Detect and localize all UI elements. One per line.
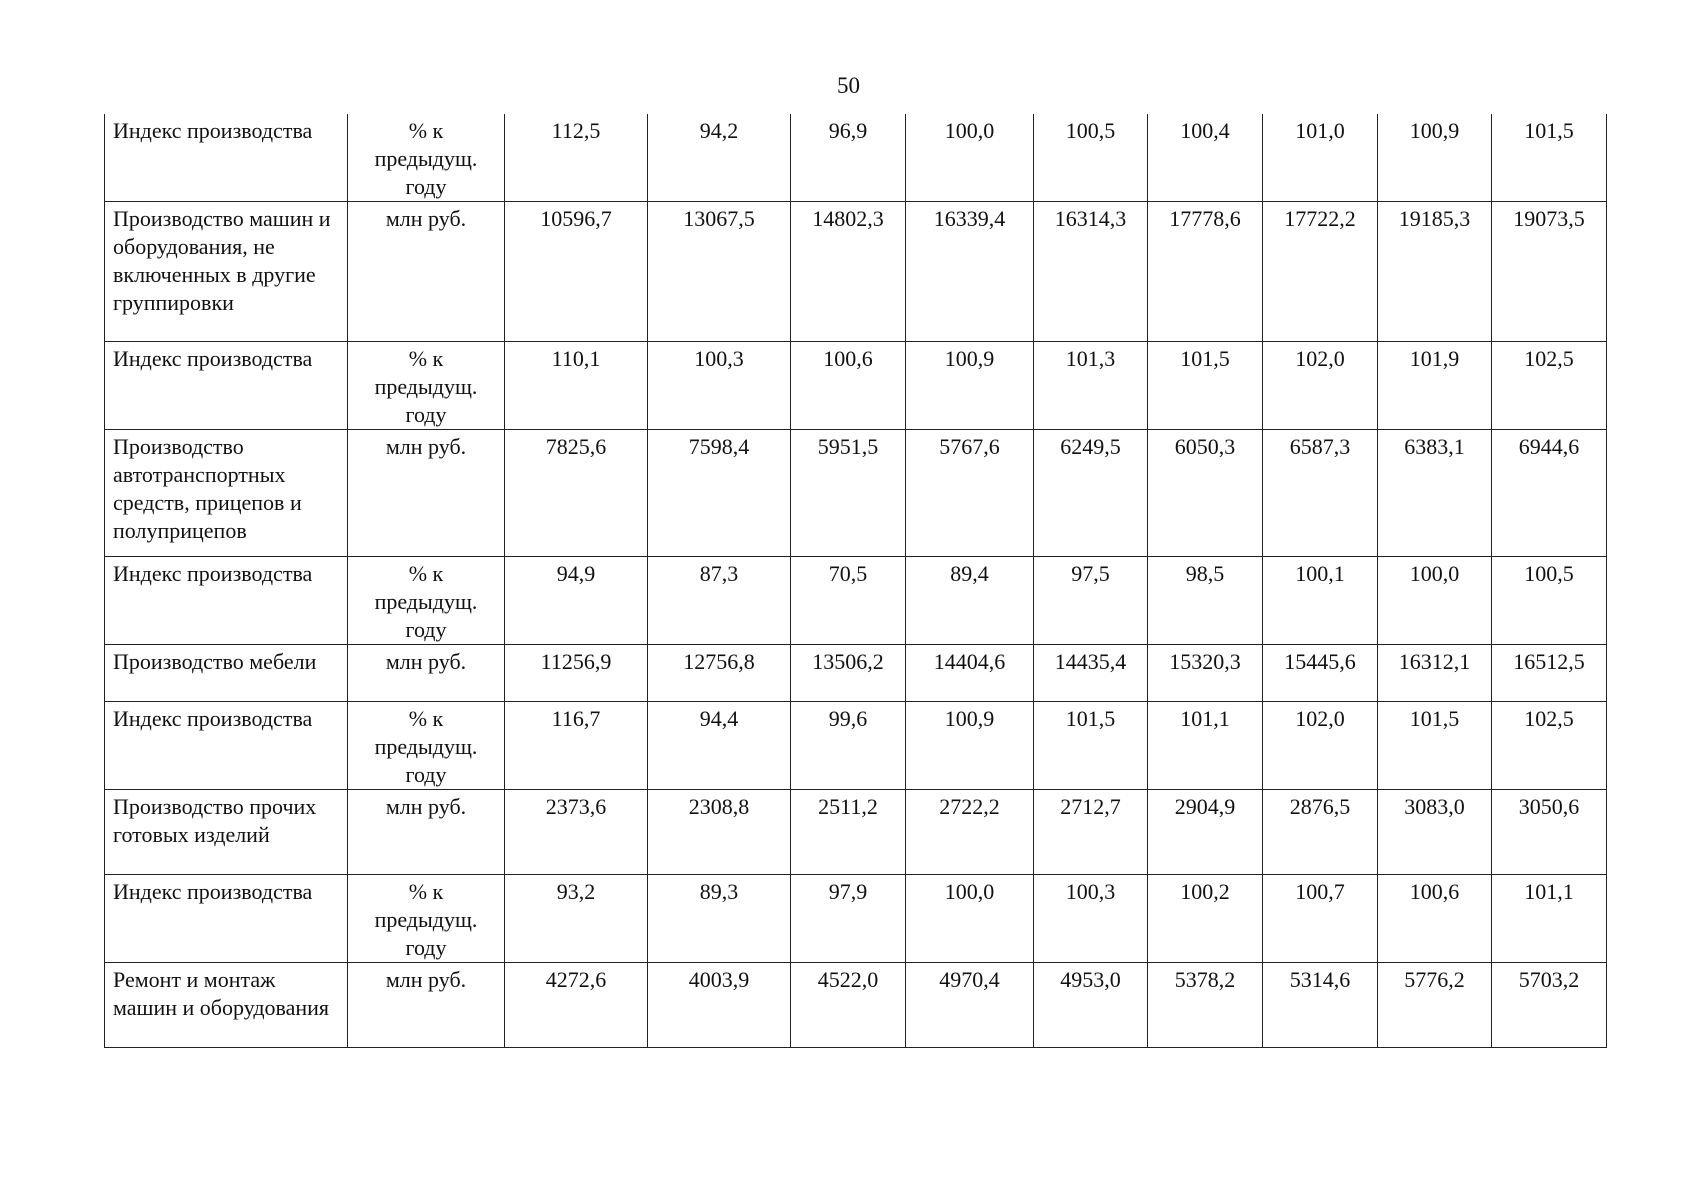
value-cell: 70,5 <box>791 557 906 645</box>
value-cell: 99,6 <box>791 702 906 790</box>
value-cell: 6050,3 <box>1148 430 1263 557</box>
value-cell: 101,1 <box>1492 875 1607 963</box>
table-row <box>105 963 1607 1048</box>
unit-cell: % к предыдущ. году <box>348 114 505 202</box>
page-number: 50 <box>837 73 860 98</box>
value-cell: 89,4 <box>906 557 1034 645</box>
value-cell: 112,5 <box>505 114 648 202</box>
value-cell: 2876,5 <box>1263 790 1378 875</box>
value-cell: 100,9 <box>906 342 1034 430</box>
unit-cell: млн руб. <box>348 790 505 875</box>
value-cell: 94,4 <box>648 702 791 790</box>
value-cell: 2511,2 <box>791 790 906 875</box>
value-cell: 4272,6 <box>505 963 648 1048</box>
value-cell: 100,2 <box>1148 875 1263 963</box>
data-table <box>104 114 1607 1048</box>
value-cell: 5767,6 <box>906 430 1034 557</box>
unit-cell: % к предыдущ. году <box>348 342 505 430</box>
unit-cell: млн руб. <box>348 963 505 1048</box>
indicator-name-cell: Производство мебели <box>105 645 348 702</box>
value-cell: 3050,6 <box>1492 790 1607 875</box>
value-cell: 17722,2 <box>1263 202 1378 342</box>
value-cell: 2722,2 <box>906 790 1034 875</box>
value-cell: 16512,5 <box>1492 645 1607 702</box>
value-cell: 5378,2 <box>1148 963 1263 1048</box>
value-cell: 100,6 <box>1378 875 1492 963</box>
value-cell: 7598,4 <box>648 430 791 557</box>
value-cell: 100,0 <box>906 114 1034 202</box>
value-cell: 6383,1 <box>1378 430 1492 557</box>
value-cell: 13067,5 <box>648 202 791 342</box>
value-cell: 16312,1 <box>1378 645 1492 702</box>
value-cell: 2373,6 <box>505 790 648 875</box>
indicator-name-cell: Индекс производства <box>105 875 348 963</box>
value-cell: 101,0 <box>1263 114 1378 202</box>
value-cell: 4003,9 <box>648 963 791 1048</box>
value-cell: 94,9 <box>505 557 648 645</box>
value-cell: 101,5 <box>1378 702 1492 790</box>
value-cell: 5314,6 <box>1263 963 1378 1048</box>
value-cell: 102,5 <box>1492 342 1607 430</box>
value-cell: 19073,5 <box>1492 202 1607 342</box>
table-body <box>105 114 1607 1048</box>
value-cell: 2904,9 <box>1148 790 1263 875</box>
value-cell: 100,3 <box>648 342 791 430</box>
unit-cell: млн руб. <box>348 430 505 557</box>
table-row <box>105 875 1607 963</box>
value-cell: 101,5 <box>1148 342 1263 430</box>
value-cell: 101,9 <box>1378 342 1492 430</box>
value-cell: 15445,6 <box>1263 645 1378 702</box>
value-cell: 2712,7 <box>1034 790 1148 875</box>
value-cell: 101,5 <box>1492 114 1607 202</box>
table-row <box>105 114 1607 202</box>
value-cell: 15320,3 <box>1148 645 1263 702</box>
value-cell: 17778,6 <box>1148 202 1263 342</box>
value-cell: 101,1 <box>1148 702 1263 790</box>
value-cell: 5703,2 <box>1492 963 1607 1048</box>
value-cell: 100,1 <box>1263 557 1378 645</box>
table-row <box>105 342 1607 430</box>
value-cell: 100,4 <box>1148 114 1263 202</box>
unit-cell: млн руб. <box>348 202 505 342</box>
value-cell: 102,0 <box>1263 342 1378 430</box>
table-row <box>105 202 1607 342</box>
value-cell: 93,2 <box>505 875 648 963</box>
indicator-name-cell: Ремонт и монтаж машин и оборудования <box>105 963 348 1048</box>
value-cell: 100,9 <box>1378 114 1492 202</box>
value-cell: 100,3 <box>1034 875 1148 963</box>
value-cell: 98,5 <box>1148 557 1263 645</box>
table-row <box>105 557 1607 645</box>
value-cell: 101,3 <box>1034 342 1148 430</box>
value-cell: 11256,9 <box>505 645 648 702</box>
value-cell: 100,5 <box>1034 114 1148 202</box>
value-cell: 6944,6 <box>1492 430 1607 557</box>
indicator-name-cell: Индекс производства <box>105 342 348 430</box>
value-cell: 5951,5 <box>791 430 906 557</box>
value-cell: 10596,7 <box>505 202 648 342</box>
value-cell: 6249,5 <box>1034 430 1148 557</box>
value-cell: 89,3 <box>648 875 791 963</box>
indicator-name-cell: Индекс производства <box>105 557 348 645</box>
value-cell: 16339,4 <box>906 202 1034 342</box>
value-cell: 100,6 <box>791 342 906 430</box>
value-cell: 100,5 <box>1492 557 1607 645</box>
value-cell: 100,9 <box>906 702 1034 790</box>
indicator-name-cell: Производство машин и оборудования, не включенных в другие группировки <box>105 202 348 342</box>
unit-cell: % к предыдущ. году <box>348 702 505 790</box>
unit-cell: % к предыдущ. году <box>348 875 505 963</box>
value-cell: 4522,0 <box>791 963 906 1048</box>
unit-cell: млн руб. <box>348 645 505 702</box>
value-cell: 2308,8 <box>648 790 791 875</box>
value-cell: 96,9 <box>791 114 906 202</box>
value-cell: 7825,6 <box>505 430 648 557</box>
value-cell: 102,5 <box>1492 702 1607 790</box>
value-cell: 14404,6 <box>906 645 1034 702</box>
value-cell: 100,7 <box>1263 875 1378 963</box>
indicator-name-cell: Индекс производства <box>105 114 348 202</box>
value-cell: 87,3 <box>648 557 791 645</box>
value-cell: 19185,3 <box>1378 202 1492 342</box>
value-cell: 110,1 <box>505 342 648 430</box>
value-cell: 4970,4 <box>906 963 1034 1048</box>
value-cell: 116,7 <box>505 702 648 790</box>
table-row <box>105 790 1607 875</box>
indicator-name-cell: Индекс производства <box>105 702 348 790</box>
value-cell: 14802,3 <box>791 202 906 342</box>
value-cell: 102,0 <box>1263 702 1378 790</box>
value-cell: 13506,2 <box>791 645 906 702</box>
value-cell: 100,0 <box>1378 557 1492 645</box>
value-cell: 14435,4 <box>1034 645 1148 702</box>
value-cell: 97,5 <box>1034 557 1148 645</box>
value-cell: 12756,8 <box>648 645 791 702</box>
value-cell: 16314,3 <box>1034 202 1148 342</box>
value-cell: 100,0 <box>906 875 1034 963</box>
value-cell: 97,9 <box>791 875 906 963</box>
value-cell: 3083,0 <box>1378 790 1492 875</box>
unit-cell: % к предыдущ. году <box>348 557 505 645</box>
value-cell: 101,5 <box>1034 702 1148 790</box>
table-row <box>105 430 1607 557</box>
indicator-name-cell: Производство автотранспортных средств, прицепов и полуприцепов <box>105 430 348 557</box>
value-cell: 5776,2 <box>1378 963 1492 1048</box>
value-cell: 4953,0 <box>1034 963 1148 1048</box>
value-cell: 6587,3 <box>1263 430 1378 557</box>
indicator-name-cell: Производство прочих готовых изделий <box>105 790 348 875</box>
value-cell: 94,2 <box>648 114 791 202</box>
table-row <box>105 645 1607 702</box>
table-row <box>105 702 1607 790</box>
